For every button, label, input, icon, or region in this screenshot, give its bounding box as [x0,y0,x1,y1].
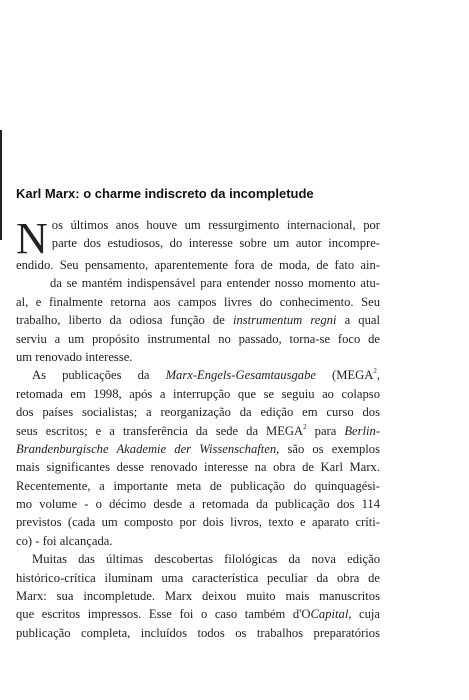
drop-cap: N [16,216,48,256]
text-line: Muitas das últimas descobertas filológicas da nova edição [32,552,380,567]
text-run: As publicações da [32,368,150,383]
text-line [16,605,380,623]
italic-term: Marx-Engels-Gesamtausgabe [165,368,316,383]
text-line [16,440,380,458]
text-line: mo volume - o décimo desde a retomada da publicação dos 114 [16,497,380,512]
text-line [16,366,380,384]
italic-term: Capital [310,607,349,622]
text-line: publicação completa, incluídos todos os trabalhos preparatórios [16,625,380,640]
text-line: um renovado interesse. [16,349,133,364]
text-line: Recentemente, a importante meta de publicação do quinquagési- [16,478,380,493]
chapter-heading: Karl Marx: o charme indiscreto da incompletude [16,186,314,201]
text-line: dos países socialistas; a reorganização da edição em curso dos [16,405,380,420]
text-line: endido. Seu pensamento, aparentemente fora de moda, de fato ain- [16,258,380,272]
text-run: , cuja [348,607,380,622]
text-line: mais significantes desse renovado interesse na obra de Karl Marx. [16,460,380,475]
text-run: seus escritos; e a transferência da sede da MEGA [16,423,304,438]
superscript: 2 [373,367,377,376]
page-edge-bar [0,130,2,240]
text-line [16,311,380,329]
text-line [16,422,380,440]
text-line: os últimos anos houve um ressurgimento internacional, por [51,218,380,232]
italic-term: Brandenburgische Akademie der Wissenschaften, [16,441,280,456]
text-line: previstos (cada um composto por dois livros, texto e aparato críti- [16,515,380,530]
text-line: Marx: sua incompletude. Marx deixou muito mais manuscritos [16,589,380,604]
text-line: histórico-crítica iluminam uma característica peculiar da obra de [16,570,380,585]
text-line: co) - foi alcançada. [16,533,113,548]
text-line: retomada em 1998, após a interrupção que se seguiu ao colapso [16,386,380,401]
italic-term: instrumentum regni [232,313,337,328]
italic-term: Berlin- [344,423,381,438]
text-run: a qual [344,313,380,328]
paragraph-1 [16,216,380,256]
text-line: parte dos estudiosos, do interesse sobre um autor incompre- [51,236,380,251]
text-run: trabalho, liberto da odiosa função de [16,313,225,328]
text-run: são os exemplos [287,441,380,456]
text-line: al, e finalmente retorna aos campos livres do conhecimento. Seu [16,294,380,309]
text-run: , [376,368,380,383]
body-text [16,216,380,642]
text-run: (MEGA [332,368,374,383]
text-run: para [314,423,337,438]
text-run: que escritos impressos. Esse foi o caso também d'O [16,607,311,622]
superscript: 2 [303,422,307,431]
text-line: da se mantém indispensável para entender nosso momento atu- [50,276,380,291]
text-line: serviu a um propósito instrumental no passado, torna-se foco de [16,331,380,346]
